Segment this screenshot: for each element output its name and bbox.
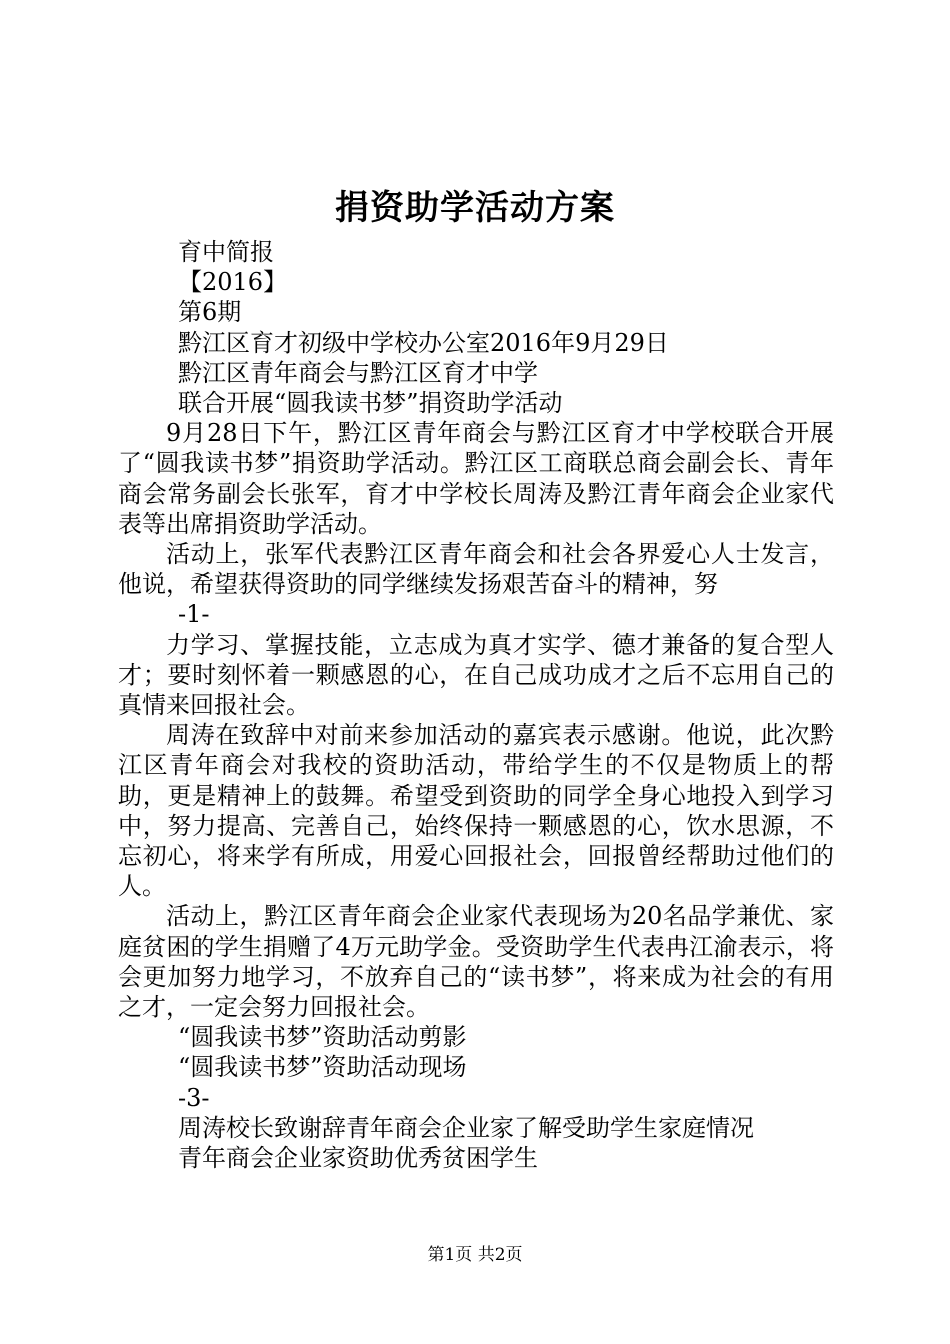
header-line-bulletin-name: 育中简报 [178, 238, 274, 266]
photo-caption-3: 周涛校长致谢辞青年商会企业家了解受助学生家庭情况 [178, 1113, 754, 1142]
headline-line-2: 联合开展“圆我读书梦”捐资助学活动 [178, 389, 563, 418]
paragraph-donation: 活动上，黔江区青年商会企业家代表现场为20名品学兼优、家庭贫困的学生捐赠了4万元助学金。受资助学生代表冉江渝表示，将会更加努力地学习，不放弃自己的“读书梦”，将来成为社会的有用之才，一定会努力回报社会。 [118, 902, 834, 1022]
photo-caption-1: “圆我读书梦”资助活动剪影 [178, 1023, 467, 1052]
page-footer: 第1页 共2页 [427, 1245, 523, 1265]
photo-caption-2: “圆我读书梦”资助活动现场 [178, 1053, 467, 1082]
document-body [118, 237, 834, 1173]
header-line-office-date: 黔江区育才初级中学校办公室2016年9月29日 [178, 328, 669, 357]
paragraph-event-intro: 9月28日下午，黔江区青年商会与黔江区育才中学校联合开展了“圆我读书梦”捐资助学活动。黔江区工商联总商会副会长、青年商会常务副会长张军，育才中学校长周涛及黔江青年商会企业家代表等出席捐资助学活动。 [118, 419, 834, 538]
photo-caption-4: 青年商会企业家资助优秀贫困学生 [178, 1144, 538, 1173]
header-line-issue: 第6期 [178, 298, 242, 327]
paragraph-speech-continued: 力学习、掌握技能，立志成为真才实学、德才兼备的复合型人才；要时刻怀着一颗感恩的心，在自己成功成才之后不忘用自己的真情来回报社会。 [118, 630, 834, 720]
headline-line-1: 黔江区青年商会与黔江区育才中学 [178, 358, 538, 387]
page-marker-3: -3- [178, 1083, 210, 1112]
header-line-year: 【2016】 [178, 268, 288, 297]
paragraph-zhoutao-speech: 周涛在致辞中对前来参加活动的嘉宾表示感谢。他说，此次黔江区青年商会对我校的资助活动，带给学生的不仅是物质上的帮助，更是精神上的鼓舞。希望受到资助的同学全身心地投入到学习中，努力提高、完善自己，始终保持一颗感恩的心，饮水思源，不忘初心，将来学有所成，用爱心回报社会，回报曾经帮助过他们的人。 [118, 721, 834, 901]
page-marker-1: -1- [178, 600, 210, 629]
paragraph-zhangjun-speech: 活动上，张军代表黔江区青年商会和社会各界爱心人士发言，他说，希望获得资助的同学继续发扬艰苦奋斗的精神，努 [118, 540, 834, 599]
document-title: 捐资助学活动方案 [335, 188, 615, 228]
